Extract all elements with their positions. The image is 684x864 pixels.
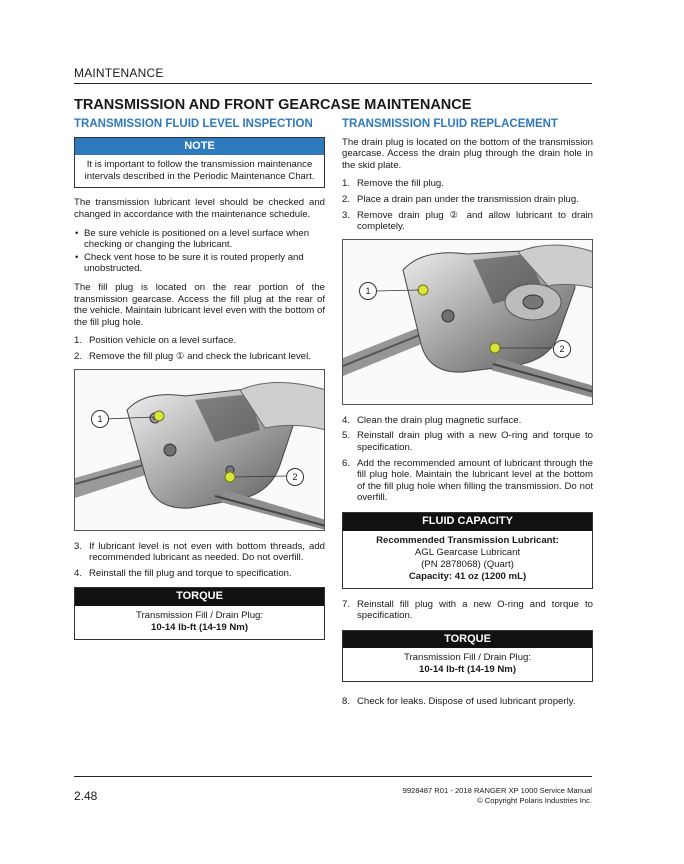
callout-marker: 1 [359,282,377,300]
callout-marker: 2 [286,468,304,486]
fill-plug-photo [74,369,325,531]
lubricant-heading: Recommended Transmission Lubricant: [376,534,559,546]
step-text: Remove drain plug ② and allow lubricant to drain completely. [357,209,593,233]
bullet-item: • Check vent hose to be sure it is routed properly and unobstructed. [74,252,325,275]
step-item [342,696,593,708]
page-number: 2.48 [74,789,98,803]
step-item [342,599,593,622]
fluid-capacity-box [342,512,593,589]
step-number: 7. [342,598,351,610]
step-list [74,541,325,580]
fluid-level-heading: TRANSMISSION FLUID LEVEL INSPECTION [74,118,313,130]
step-number: 4. [342,414,351,426]
note-text: It is important to follow the transmission maintenance intervals described in the Periodic Maintenance Chart. [84,159,315,182]
page-title: TRANSMISSION AND FRONT GEARCASE MAINTENANCE [74,97,472,113]
gearcase-illustration [75,370,325,530]
lubricant-name: AGL Gearcase Lubricant [414,546,521,558]
step-item [74,335,325,347]
step-number: 3. [342,209,351,221]
step-number: 4. [74,567,83,579]
note-label: NOTE [75,138,324,156]
fluid-capacity-label: FLUID CAPACITY [343,513,592,531]
step-text: Remove the fill plug ① and check the lubricant level. [89,350,311,362]
step-number: 6. [342,457,351,469]
section-label: MAINTENANCE [74,66,164,80]
torque-label: TORQUE [75,588,324,606]
step-item [342,194,593,206]
torque-item: Transmission Fill / Drain Plug: [135,609,264,621]
fluid-capacity-body [343,531,592,588]
bullet-list [74,228,325,275]
lubricant-part-number: (PN 2878068) (Quart) [421,558,514,570]
step-list [342,599,593,622]
torque-value: 10-14 lb-ft (14-19 Nm) [150,621,249,633]
step-text: Check for leaks. Dispose of used lubricant properly. [357,696,576,708]
step-item [74,351,325,363]
copyright: © Copyright Polaris Industries Inc. [477,795,592,805]
step-item [342,178,593,190]
step-item [74,541,325,564]
step-list [342,696,593,708]
capacity-value: Capacity: 41 oz (1200 mL) [408,570,527,582]
paragraph: The transmission lubricant level should be checked and changed in accordance with the maintenance schedule. [74,197,325,220]
footer-divider [74,776,592,777]
step-number: 1. [342,178,351,190]
torque-value: 10-14 lb-ft (14-19 Nm) [418,664,517,676]
torque-body [343,648,592,681]
header-divider [74,83,592,84]
fluid-replacement-heading: TRANSMISSION FLUID REPLACEMENT [342,118,558,130]
torque-spec-box [74,587,325,640]
step-text: Reinstall the fill plug and torque to specification. [89,567,292,579]
step-text: Place a drain pan under the transmission drain plug. [357,193,579,205]
step-text: Clean the drain plug magnetic surface. [357,414,522,426]
callout-marker: 1 [91,410,109,428]
step-list [342,178,593,232]
step-item [342,458,593,504]
step-number: 2. [342,193,351,205]
bullet-item: • Be sure vehicle is positioned on a level surface when checking or changing the lubricant. [74,228,325,251]
step-number: 5. [342,430,351,442]
paragraph: The fill plug is located on the rear portion of the transmission gearcase. Access the fill plug at the rear of the vehicle. Maintain lubricant level even with the bottom of the fill plug hole. [74,281,325,328]
step-number: 8. [342,696,351,708]
torque-body [75,606,324,639]
step-number: 1. [74,335,83,347]
drain-plug-photo [342,239,593,405]
step-item [342,415,593,427]
step-text: Position vehicle on a level surface. [89,335,237,347]
step-text: Reinstall drain plug with a new O-ring and torque to specification. [357,430,593,453]
callout-marker: 2 [553,340,571,358]
note-box [74,137,325,189]
torque-spec-box [342,630,593,683]
manual-id: 9928487 R01 - 2018 RANGER XP 1000 Service Manual [402,786,592,795]
step-number: 2. [74,350,83,362]
torque-label: TORQUE [343,631,592,649]
torque-item: Transmission Fill / Drain Plug: [403,652,532,664]
step-number: 3. [74,540,83,552]
right-column [342,119,593,714]
step-item [342,210,593,233]
step-list [342,415,593,504]
gearcase-underside-illustration [343,240,593,404]
step-text: Reinstall fill plug with a new O-ring and torque to specification. [357,598,593,622]
step-text: If lubricant level is not even with bottom threads, add recommended lubricant as needed. Do not overfill. [89,540,325,564]
paragraph: The drain plug is located on the bottom of the transmission gearcase. Access the drain plug through the drain hole in the skid plate. [342,136,593,171]
left-column [74,119,325,650]
step-text: Remove the fill plug. [357,178,444,190]
step-text: Add the recommended amount of lubricant through the fill plug hole. Maintain the lubricant level at the bottom of the fill plug hole when filling the transmission. Do not overfill. [357,457,593,504]
step-item [74,568,325,580]
step-list [74,335,325,362]
step-item [342,430,593,453]
footer-credits [403,786,592,805]
